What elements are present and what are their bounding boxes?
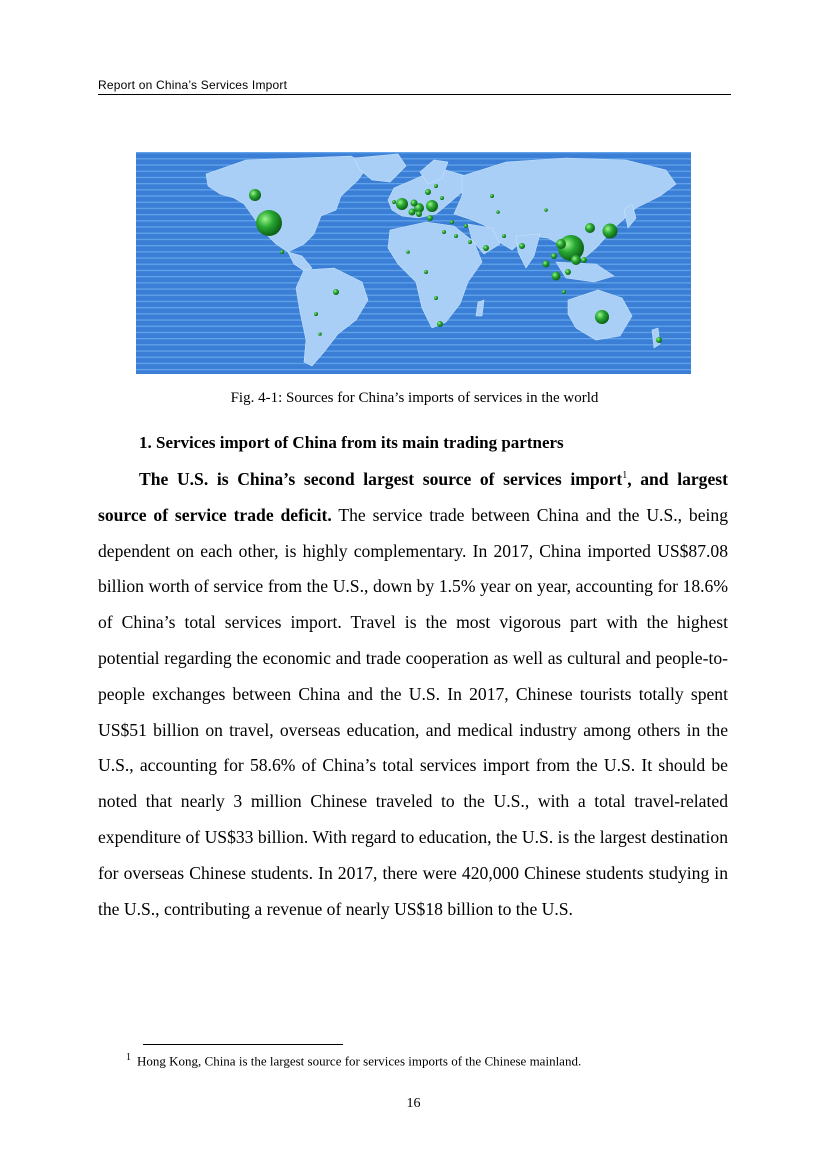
bubble-mongolia xyxy=(544,208,548,212)
lead-bold-sentence: The U.S. is China’s second largest source of services import xyxy=(139,469,623,489)
lead-bold-tail: , and largest source of service trade deficit. xyxy=(98,469,728,525)
bubble-japan xyxy=(603,224,618,239)
section-heading: 1. Services import of China from its main trading partners xyxy=(139,433,564,452)
bubble-italy xyxy=(427,215,433,221)
bubble-brazil xyxy=(333,289,339,295)
bubble-egypt xyxy=(442,230,446,234)
page-number: 16 xyxy=(406,1096,421,1111)
body-paragraph xyxy=(98,462,728,927)
footnote-number: 1 xyxy=(126,1052,131,1063)
bubble-uae xyxy=(483,245,489,251)
bubble-iran xyxy=(464,224,468,228)
bubble-pakistan xyxy=(502,234,506,238)
bubble-africa-4 xyxy=(406,250,410,254)
bubble-switzerland xyxy=(416,211,422,217)
bubble-turkey xyxy=(450,220,454,224)
bubble-thailand xyxy=(543,261,550,268)
bubble-newzealand xyxy=(656,337,662,343)
bubble-africa-1 xyxy=(424,270,428,274)
bubble-africa-3 xyxy=(437,321,443,327)
bubble-kazakhstan xyxy=(496,210,500,214)
footnote xyxy=(126,1052,581,1069)
bubble-small-ru xyxy=(490,194,494,198)
bubble-small-eu-1 xyxy=(392,200,396,204)
bubble-australia xyxy=(595,310,609,324)
bubble-mexico xyxy=(280,250,284,254)
bubble-taiwan xyxy=(571,255,581,265)
bubble-usa xyxy=(256,210,282,236)
paragraph-body: The service trade between China and the U.S., being dependent on each other, is highly complementary. In 2017, China imported US$87.08 billion worth of service from the U.S., down by 1.5% year on year, accounting for 18.6% of China’s total services import. Travel is the most vigorous part with the highest potential regarding the economic and trade cooperation as well as cultural and people-to-people exchanges between China and the U.S. In 2017, Chinese tourists totally spent US$51 billion on travel, overseas education, and medical industry among others in the U.S., accounting for 58.6% of China’s total services import from the U.S. It should be noted that nearly 3 million Chinese traveled to the U.S., with a total travel-related expenditure of US$33 billion. With regard to education, the U.S. is the largest destination for overseas Chinese students. In 2017, there were 420,000 Chinese students studying in the U.S., contributing a revenue of nearly US$18 billion to the U.S. xyxy=(98,504,728,919)
footnote-reference[interactable]: 1 xyxy=(622,470,628,482)
bubble-small-eu-2 xyxy=(434,184,438,188)
bubble-israel xyxy=(454,234,458,238)
bubble-saudi xyxy=(468,240,472,244)
running-header: Report on China’s Services Import xyxy=(98,78,731,95)
bubble-singapore xyxy=(552,272,561,281)
figure-caption: Fig. 4-1: Sources for China’s imports of services in the world xyxy=(230,390,599,406)
bubble-vietnam xyxy=(551,253,557,259)
bubble-sa-2 xyxy=(314,312,318,316)
bubble-china-coast xyxy=(556,239,566,249)
bubble-africa-2 xyxy=(434,296,438,300)
bubble-india xyxy=(519,243,525,249)
bubble-russia xyxy=(426,200,438,212)
bubble-small-eu-3 xyxy=(440,196,444,200)
bubble-indonesia xyxy=(562,290,566,294)
bubble-france xyxy=(409,209,416,216)
bubble-netherlands xyxy=(411,200,418,207)
bubble-sweden xyxy=(425,189,431,195)
world-map xyxy=(136,152,691,374)
world-map-figure xyxy=(136,152,691,374)
footnote-divider xyxy=(143,1044,343,1045)
bubble-sa-3 xyxy=(318,332,322,336)
bubble-canada xyxy=(249,189,261,201)
bubble-malaysia xyxy=(565,269,571,275)
bubble-korea xyxy=(585,223,595,233)
footnote-text: Hong Kong, China is the largest source for services imports of the Chinese mainland. xyxy=(137,1053,582,1069)
bubble-philippines xyxy=(581,257,587,263)
bubble-uk xyxy=(396,198,408,210)
